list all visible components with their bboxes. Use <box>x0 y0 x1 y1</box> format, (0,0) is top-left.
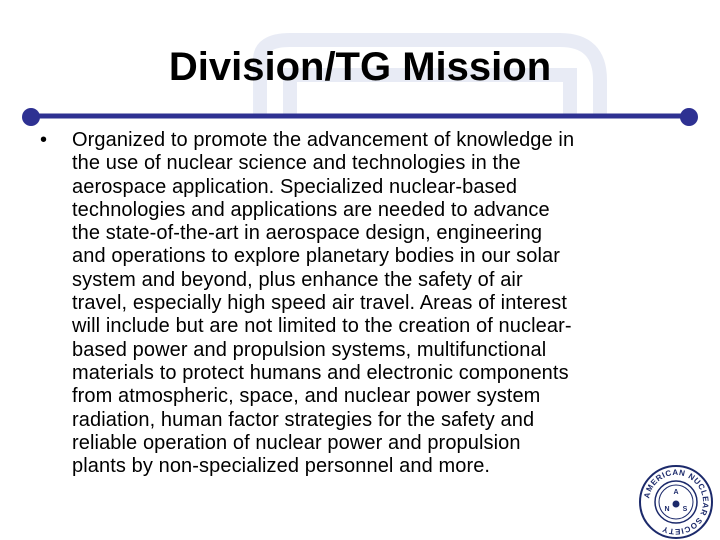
bullet-line: materials to protect humans and electronic components <box>72 361 569 384</box>
svg-text:S: S <box>682 506 688 513</box>
divider-left-dot <box>22 108 40 126</box>
bullet-marker: • <box>40 129 48 151</box>
bullet-line: the state-of-the-art in aerospace design, engineering <box>72 222 543 245</box>
ans-logo <box>638 464 714 540</box>
bullet-line: based power and propulsion systems, multifunctional <box>72 338 547 361</box>
bullet-line: aerospace application. Specialized nuclear-based <box>72 175 518 198</box>
divider-right-dot <box>680 108 698 126</box>
bullet-line: technologies and applications are needed to advance <box>72 198 550 221</box>
bullet-line: from atmospheric, space, and nuclear power system <box>72 385 541 408</box>
bullet-text <box>72 129 708 478</box>
svg-text:A: A <box>673 489 679 496</box>
svg-text:AMERICAN NUCLEAR SOCIETY: AMERICAN NUCLEAR SOCIETY <box>642 467 711 537</box>
bullet-line: Organized to promote the advancement of knowledge in <box>72 129 575 151</box>
page-title: Division/TG Mission <box>168 45 552 89</box>
bullet-line: system and beyond, plus enhance the safety of air <box>72 268 523 291</box>
bullet-line: reliable operation of nuclear power and propulsion <box>72 431 521 454</box>
bullet-line: will include but are not limited to the creation of nuclear- <box>72 315 572 338</box>
svg-text:N: N <box>664 506 670 513</box>
bullet-line: radiation, human factor strategies for the safety and <box>72 408 535 431</box>
bullet-line: travel, especially high speed air travel. Areas of interest <box>72 292 568 315</box>
bullet-line: plants by non-specialized personnel and more. <box>72 455 491 478</box>
bullet-line: and operations to explore planetary bodies in our solar <box>72 245 561 268</box>
bullet-line: the use of nuclear science and technologies in the <box>72 152 521 175</box>
